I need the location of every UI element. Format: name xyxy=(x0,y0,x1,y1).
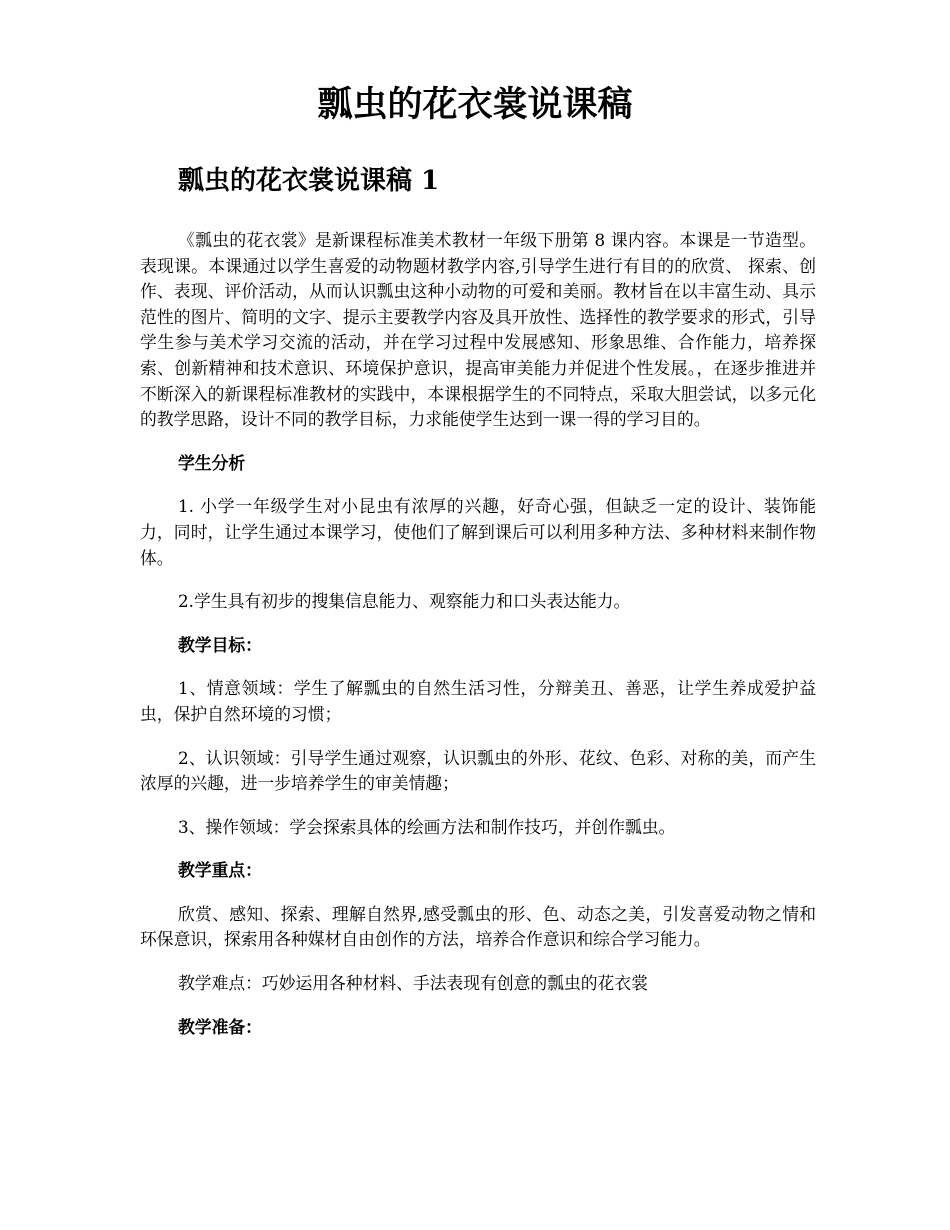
student-analysis-point-2: 2.学生具有初步的搜集信息能力、观察能力和口头表达能力。 xyxy=(178,591,631,612)
document-title: 瓢虫的花衣裳说课稿 xyxy=(317,84,633,125)
document-body xyxy=(140,228,816,1058)
heading-student-analysis: 学生分析 xyxy=(178,452,246,473)
intro-paragraph: 《瓢虫的花衣裳》是新课程标准美术教材一年级下册第 8 课内容。本课是一节造型。表现课。本课通过以学生喜爱的动物题材教学内容,引导学生进行有目的的欣赏、 探索、创作、表现、评价活动，从而认识瓢虫这种小动物的可爱和美丽。教材旨在以丰富生动、具示范性的图片、简明的文字、提示主要教学内容及具开放性、选择性的教学要求的形式，引导学生参与美术学习交流的活动，并在学习过程中发展感知、形象思维、合作能力，培养探索、创新精神和技术意识、环境保护意识，提高审美能力并促进个性发展。，在逐步推进并不断深入的新课程标准教材的实践中，本课根据学生的不同特点，采取大胆尝试，以多元化的教学思路，设计不同的教学目标，力求能使学生达到一课一得的学习目的。 xyxy=(140,230,816,430)
teaching-difficulty-paragraph: 教学难点：巧妙运用各种材料、手法表现有创意的瓢虫的花衣裳 xyxy=(178,973,648,994)
heading-teaching-goals: 教学目标： xyxy=(178,634,262,655)
teaching-goal-2: 2、认识领域：引导学生通过观察，认识瓢虫的外形、花纹、色彩、对称的美，而产生浓厚的兴趣，进一步培养学生的审美情趣； xyxy=(140,747,816,794)
heading-teaching-preparation: 教学准备： xyxy=(178,1016,262,1037)
teaching-goal-1: 1、情意领域：学生了解瓢虫的自然生活习性，分辩美丑、善恶，让学生养成爱护益虫，保护自然环境的习惯； xyxy=(140,678,816,724)
heading-teaching-focus: 教学重点： xyxy=(178,860,262,881)
section-title: 瓢虫的花衣裳说课稿 1 xyxy=(178,166,440,196)
student-analysis-point-1: 1. 小学一年级学生对小昆虫有浓厚的兴趣，好奇心强，但缺乏一定的设计、装饰能力，同时，让学生通过本课学习，使他们了解到课后可以利用多种方法、多种材料来制作物体。 xyxy=(140,496,816,568)
teaching-goal-3: 3、操作领域：学会探索具体的绘画方法和制作技巧，并创作瓢虫。 xyxy=(178,816,676,837)
teaching-focus-paragraph: 欣赏、感知、探索、理解自然界,感受瓢虫的形、色、动态之美，引发喜爱动物之情和环保意识，探索用各种媒材自由创作的方法，培养合作意识和综合学习能力。 xyxy=(140,903,816,950)
